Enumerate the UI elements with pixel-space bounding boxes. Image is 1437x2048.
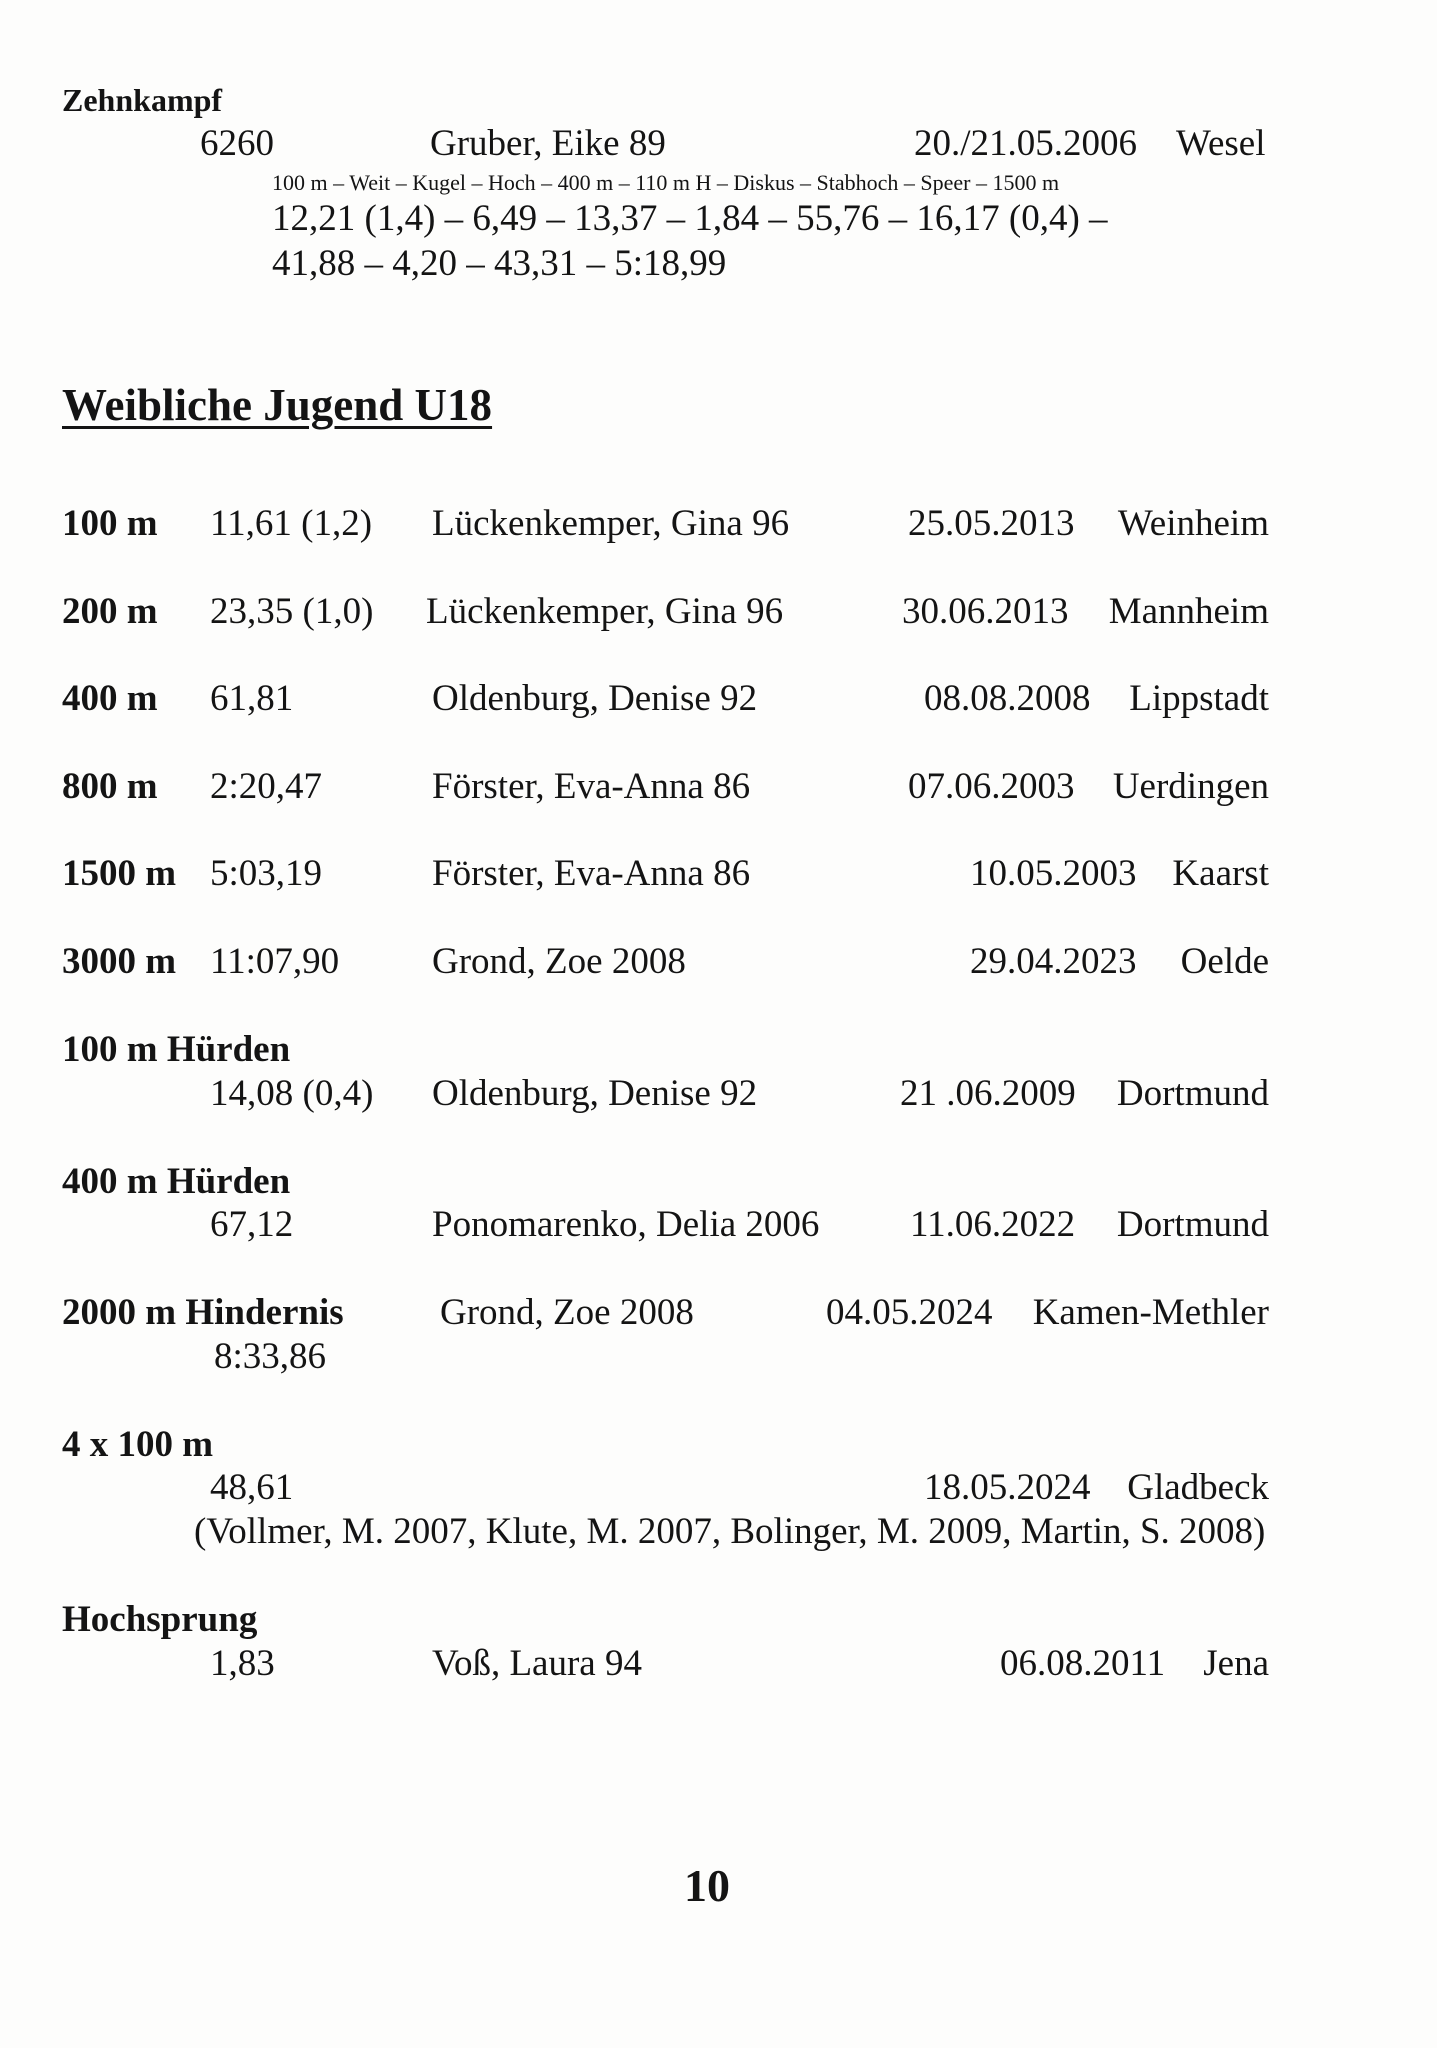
record-date: 29.04.2023 <box>970 941 1137 982</box>
event-label: 3000 m <box>62 941 177 982</box>
event-label: Hochsprung <box>62 1599 258 1640</box>
result-value: 2:20,47 <box>210 766 323 807</box>
result-value: 11,61 (1,2) <box>210 503 373 544</box>
record-place: Dortmund <box>1116 1204 1269 1245</box>
zehnkampf-place: Wesel <box>1176 123 1266 164</box>
event-label: 2000 m Hindernis <box>62 1292 344 1333</box>
zehnkampf-date: 20./21.05.2006 <box>914 123 1138 164</box>
event-label: 200 m <box>62 591 158 632</box>
record-place: Oelde <box>1180 941 1269 982</box>
record-place: Weinheim <box>1117 503 1269 544</box>
record-place: Kamen-Methler <box>1032 1292 1269 1333</box>
result-value: 5:03,19 <box>210 853 323 894</box>
athlete-name: Grond, Zoe 2008 <box>432 941 686 982</box>
result-value: 23,35 (1,0) <box>210 591 374 632</box>
record-place: Dortmund <box>1116 1073 1269 1114</box>
athlete-name: Lückenkemper, Gina 96 <box>432 503 790 544</box>
athlete-name: Förster, Eva-Anna 86 <box>432 766 751 807</box>
zehnkampf-athlete: Gruber, Eike 89 <box>430 123 666 164</box>
event-label: 1500 m <box>62 853 177 894</box>
athlete-name: Ponomarenko, Delia 2006 <box>432 1204 820 1245</box>
event-label: 100 m <box>62 503 158 544</box>
record-place: Kaarst <box>1172 853 1269 894</box>
zehnkampf-results-line2: 41,88 – 4,20 – 43,31 – 5:18,99 <box>272 243 727 284</box>
record-date: 10.05.2003 <box>970 853 1137 894</box>
athlete-name: Voß, Laura 94 <box>432 1643 642 1684</box>
relay-team: (Vollmer, M. 2007, Klute, M. 2007, Bolinger, M. 2009, Martin, S. 2008) <box>194 1511 1266 1552</box>
page-number: 10 <box>684 1860 730 1911</box>
record-date: 30.06.2013 <box>902 591 1069 632</box>
record-date: 18.05.2024 <box>924 1467 1091 1508</box>
event-label: 800 m <box>62 766 158 807</box>
zehnkampf-title: Zehnkampf <box>62 82 223 118</box>
result-value: 1,83 <box>210 1643 275 1684</box>
event-label: 4 x 100 m <box>62 1424 214 1465</box>
record-date: 21 .06.2009 <box>900 1073 1076 1114</box>
athlete-name: Oldenburg, Denise 92 <box>432 678 758 719</box>
result-value: 48,61 <box>210 1467 294 1508</box>
record-place: Mannheim <box>1108 591 1269 632</box>
result-value: 61,81 <box>210 678 294 719</box>
athlete-name: Grond, Zoe 2008 <box>440 1292 694 1333</box>
athlete-name: Oldenburg, Denise 92 <box>432 1073 758 1114</box>
record-date: 08.08.2008 <box>924 678 1091 719</box>
athlete-name: Lückenkemper, Gina 96 <box>426 591 784 632</box>
result-value: 67,12 <box>210 1204 294 1245</box>
result-value: 14,08 (0,4) <box>210 1073 374 1114</box>
record-date: 25.05.2013 <box>908 503 1075 544</box>
zehnkampf-disciplines: 100 m – Weit – Kugel – Hoch – 400 m – 110 m H – Diskus – Stabhoch – Speer – 1500 m <box>272 170 1060 195</box>
event-label: 400 m Hürden <box>62 1161 291 1202</box>
result-value: 11:07,90 <box>210 941 340 982</box>
record-date: 06.08.2011 <box>1000 1643 1166 1684</box>
record-date: 07.06.2003 <box>908 766 1075 807</box>
result-value: 8:33,86 <box>214 1336 327 1377</box>
record-place: Uerdingen <box>1112 766 1269 807</box>
record-place: Lippstadt <box>1129 678 1269 719</box>
athlete-name: Förster, Eva-Anna 86 <box>432 853 751 894</box>
record-date: 11.06.2022 <box>910 1204 1076 1245</box>
zehnkampf-points: 6260 <box>200 123 274 164</box>
section-title: Weibliche Jugend U18 <box>62 380 493 430</box>
record-place: Gladbeck <box>1127 1467 1269 1508</box>
record-date: 04.05.2024 <box>826 1292 993 1333</box>
zehnkampf-results-line1: 12,21 (1,4) – 6,49 – 13,37 – 1,84 – 55,76 – 16,17 (0,4) – <box>272 198 1108 239</box>
event-label: 400 m <box>62 678 158 719</box>
record-place: Jena <box>1203 1643 1269 1684</box>
event-label: 100 m Hürden <box>62 1029 291 1070</box>
